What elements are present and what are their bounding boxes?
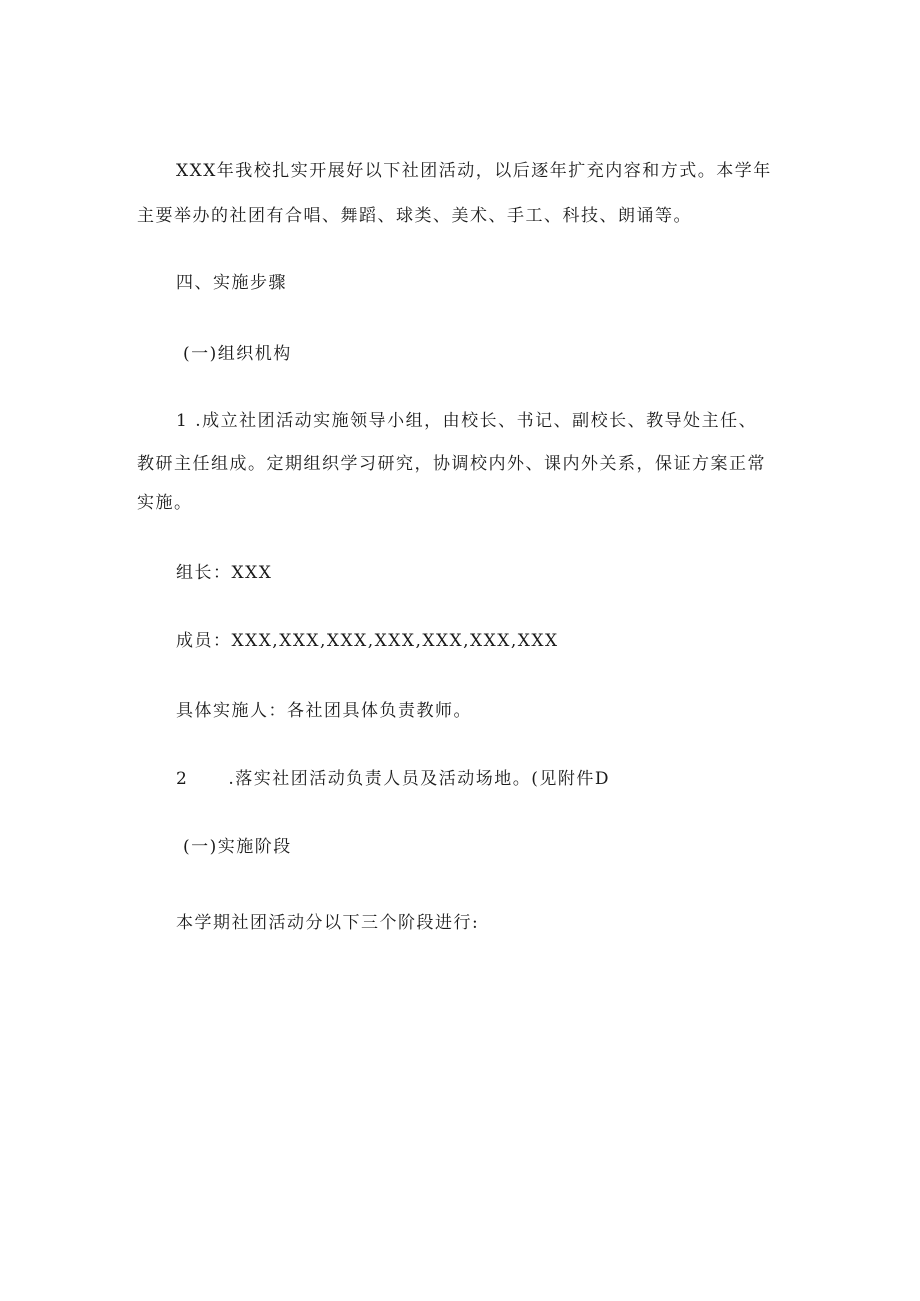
item-1-line-2: 教研主任组成。定期组织学习研究，协调校内外、课内外关系，保证方案正常 [137,454,766,474]
subsection-heading-stages: (一)实施阶段 [183,837,292,857]
item-2-number: 2 [176,769,189,789]
section-heading: 四、实施步骤 [176,273,287,293]
item-1-line-3: 实施。 [137,493,193,513]
implementer-note: 具体实施人：各社团具体负责教师。 [176,701,472,721]
members-list: 成员：XXX,XXX,XXX,XXX,XXX,XXX,XXX [176,631,559,651]
intro-paragraph-line-2: 主要举办的社团有合唱、舞蹈、球类、美术、手工、科技、朗诵等。 [137,206,692,226]
group-leader: 组长：XXX [176,563,273,583]
item-2 [176,768,610,790]
intro-paragraph-line-1: XXX年我校扎实开展好以下社团活动，以后逐年扩充内容和方式。本学年 [176,161,772,181]
stages-intro: 本学期社团活动分以下三个阶段进行: [176,913,480,933]
item-1-line-1: 1 .成立社团活动实施领导小组，由校长、书记、副校长、教导处主任、 [176,411,758,431]
item-2-text: .落实社团活动负责人员及活动场地。(见附件D [228,769,610,789]
subsection-heading-organization: (一)组织机构 [183,344,292,364]
